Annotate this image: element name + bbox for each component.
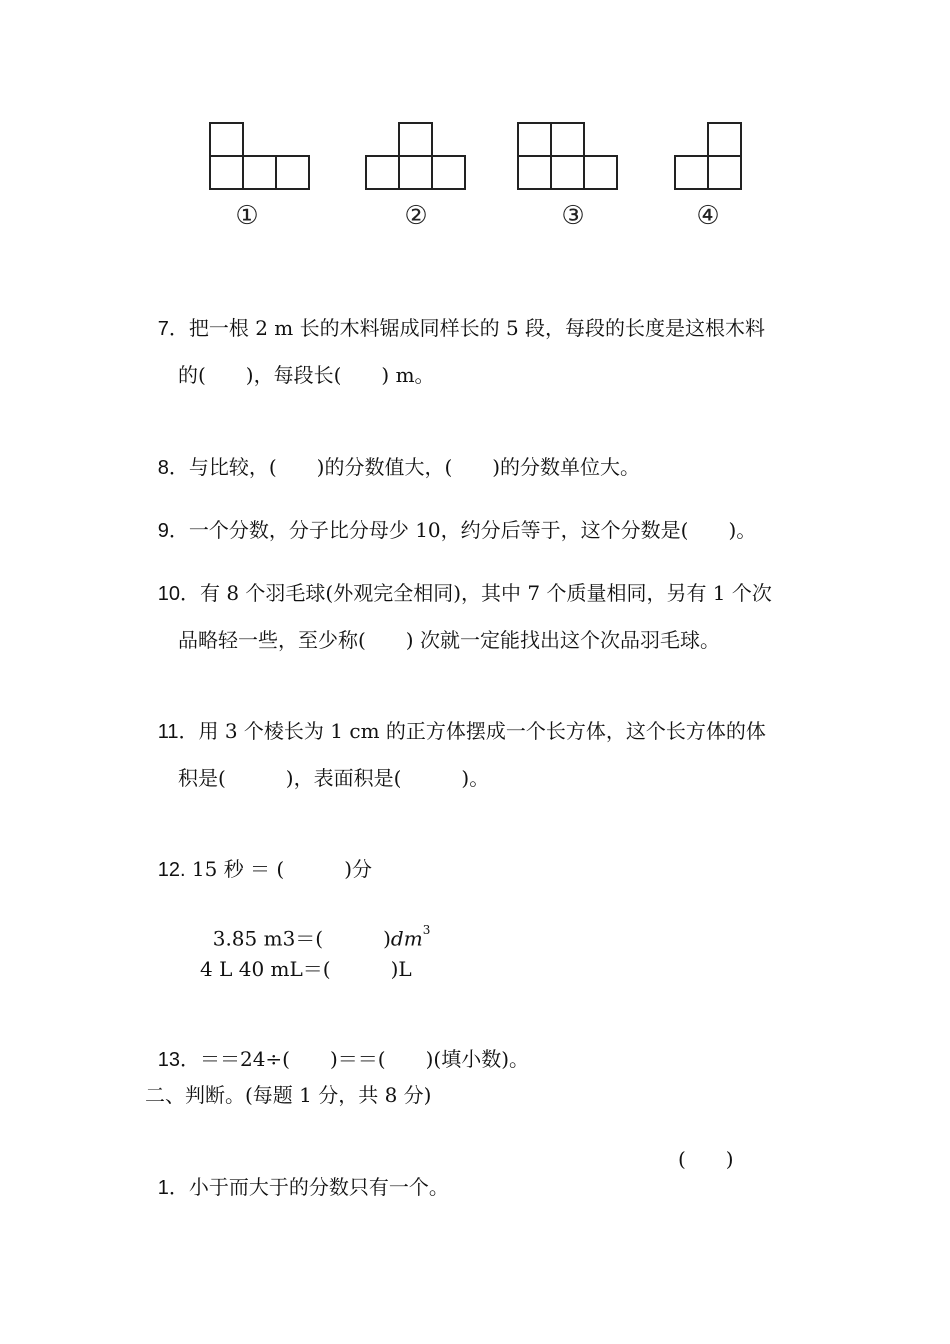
question-number: 9．: [157, 520, 189, 542]
question-number: 7．: [157, 318, 189, 340]
figure-1: [210, 123, 309, 189]
answer-paren: ( ): [678, 1147, 734, 1171]
question-text: 与比较，( )的分数值大，( )的分数单位大。: [188, 455, 641, 479]
question-12-line-2: [200, 892, 430, 953]
figure-4: [675, 123, 741, 189]
question-7-line-1: [145, 286, 765, 343]
question-number: 11．: [157, 721, 199, 743]
question-7-line-2: 的( )，每段长( ) m。: [178, 363, 435, 387]
question-number: 13．: [157, 1049, 200, 1071]
question-10-line-1: [145, 551, 772, 608]
question-12-line-3: 4 L 40 mL＝( )L: [200, 957, 412, 981]
unit-exponent: 3: [422, 923, 431, 937]
question-text: 小于而大于的分数只有一个。: [188, 1175, 449, 1199]
figure-2: [366, 123, 465, 189]
cube-net-figures: [200, 110, 760, 240]
question-text: 一个分数，分子比分母少 10，约分后等于，这个分数是( )。: [188, 518, 757, 542]
question-8: [145, 425, 640, 482]
judge-question-1: [145, 1145, 449, 1202]
question-13: [145, 1017, 529, 1074]
question-number: 10．: [157, 583, 200, 605]
figure-label-4: ④: [696, 201, 720, 231]
question-text: ＝＝24÷( )＝＝( )(填小数)。: [199, 1047, 529, 1071]
question-number: 8．: [157, 457, 189, 479]
question-11-line-1: [145, 689, 766, 746]
figure-label-1: ①: [235, 201, 259, 231]
question-11-line-2: 积是( )，表面积是( )。: [178, 766, 490, 790]
question-12-line-1: [145, 827, 372, 884]
figure-3: [518, 123, 617, 189]
figure-label-3: ③: [561, 201, 585, 231]
question-text: 15 秒 ＝ ( )分: [185, 857, 373, 881]
section-2-heading: 二、判断。(每题 1 分，共 8 分): [145, 1083, 432, 1107]
unit-dm: dm: [390, 926, 423, 951]
question-10-line-2: 品略轻一些，至少称( ) 次就一定能找出这个次品羽毛球。: [178, 628, 720, 652]
question-9: [145, 488, 756, 545]
question-number: 1．: [157, 1177, 189, 1199]
question-text: 有 8 个羽毛球(外观完全相同)，其中 7 个质量相同，另有 1 个次: [199, 581, 772, 605]
question-text: 用 3 个棱长为 1 cm 的正方体摆成一个长方体，这个长方体的体: [198, 719, 766, 743]
question-text: 把一根 2 m 长的木料锯成同样长的 5 段，每段的长度是这根木料: [188, 316, 766, 340]
conversion-text: 3.85 m3＝( ): [212, 926, 391, 951]
figure-label-2: ②: [404, 201, 428, 231]
question-number: 12.: [157, 859, 186, 881]
